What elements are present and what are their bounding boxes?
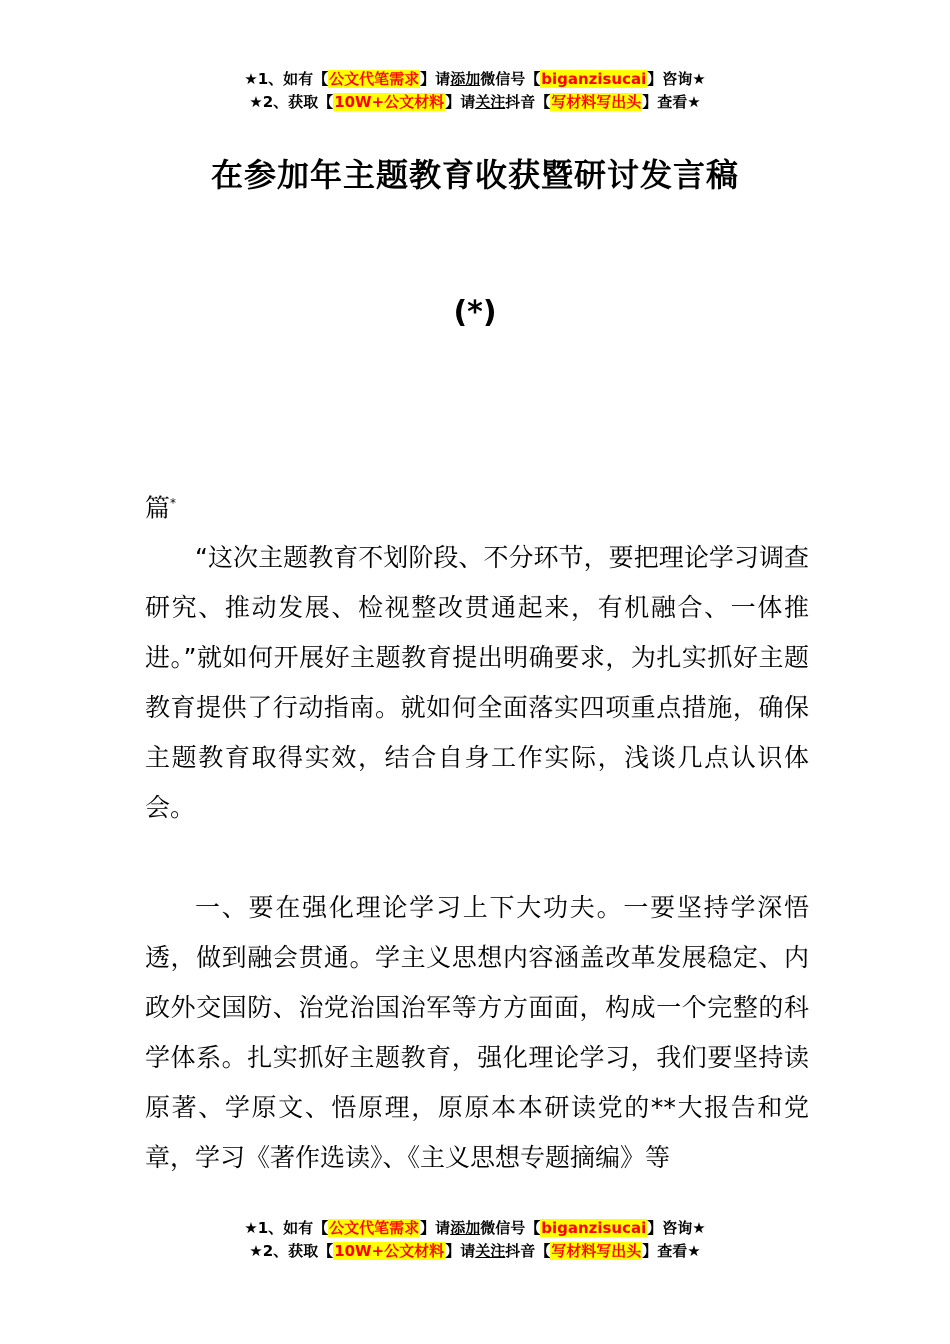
banner-line-1 bbox=[0, 68, 950, 91]
banner-line-1 bbox=[0, 1217, 950, 1240]
banner-text: 】请 bbox=[420, 70, 451, 88]
banner-line-2 bbox=[0, 91, 950, 114]
banner-highlight: 10W+公文材料 bbox=[334, 93, 445, 111]
banner-text: 】请 bbox=[420, 1219, 451, 1237]
banner-highlight: 写材料写出头 bbox=[551, 93, 642, 111]
document-subtitle: (*) bbox=[453, 295, 497, 330]
chapter-heading: 篇* bbox=[145, 493, 177, 523]
banner-underline: 关注 bbox=[475, 1242, 506, 1260]
body-paragraph: “这次主题教育不划阶段、不分环节，要把理论学习调查研究、推动发展、检视整改贯通起来，有机融合、一体推进。”就如何开展好主题教育提出明确要求，为扎实抓好主题教育提供了行动指南。就如何全面落实四项重点措施，确保主题教育取得实效，结合自身工作实际，浅谈几点认识体会。 bbox=[145, 543, 809, 823]
banner-text: 微信号【 bbox=[480, 1219, 541, 1237]
banner-text: 】请 bbox=[445, 93, 476, 111]
banner-text: ★1、如有【 bbox=[244, 1219, 329, 1237]
banner-text: 抖音【 bbox=[505, 1242, 551, 1260]
banner-highlight: biganzisucai bbox=[541, 70, 647, 88]
body-paragraph: 一、要在强化理论学习上下大功夫。一要坚持学深悟透，做到融会贯通。学主义思想内容涵盖改革发展稳定、内政外交国防、治党治国治军等方方面面，构成一个完整的科学体系。扎实抓好主题教育，强化理论学习，我们要坚持读原著、学原文、悟原理，原原本本研读党的**大报告和党章，学习《著作选读》、《主义思想专题摘编》等 bbox=[145, 893, 809, 1173]
banner-text: ★2、获取【 bbox=[249, 1242, 334, 1260]
banner-highlight: 写材料写出头 bbox=[551, 1242, 642, 1260]
footer-banner bbox=[0, 1217, 950, 1263]
banner-highlight: biganzisucai bbox=[541, 1219, 647, 1237]
banner-text: 抖音【 bbox=[505, 93, 551, 111]
banner-highlight: 10W+公文材料 bbox=[334, 1242, 445, 1260]
banner-text: ★1、如有【 bbox=[244, 70, 329, 88]
banner-text: 】请 bbox=[445, 1242, 476, 1260]
banner-underline: 添加 bbox=[450, 1219, 481, 1237]
banner-highlight: 公文代笔需求 bbox=[329, 70, 420, 88]
banner-underline: 关注 bbox=[475, 93, 506, 111]
banner-text: 】咨询★ bbox=[647, 1219, 706, 1237]
banner-text: 】咨询★ bbox=[647, 70, 706, 88]
banner-text: 】查看★ bbox=[642, 93, 701, 111]
banner-line-2 bbox=[0, 1240, 950, 1263]
banner-text: ★2、获取【 bbox=[249, 93, 334, 111]
banner-underline: 添加 bbox=[450, 70, 481, 88]
header-banner bbox=[0, 68, 950, 114]
banner-text: 】查看★ bbox=[642, 1242, 701, 1260]
chapter-mark: * bbox=[170, 496, 177, 510]
document-title: 在参加年主题教育收获暨研讨发言稿 bbox=[210, 156, 739, 194]
banner-highlight: 公文代笔需求 bbox=[329, 1219, 420, 1237]
document-body bbox=[145, 478, 809, 1183]
banner-text: 微信号【 bbox=[480, 70, 541, 88]
